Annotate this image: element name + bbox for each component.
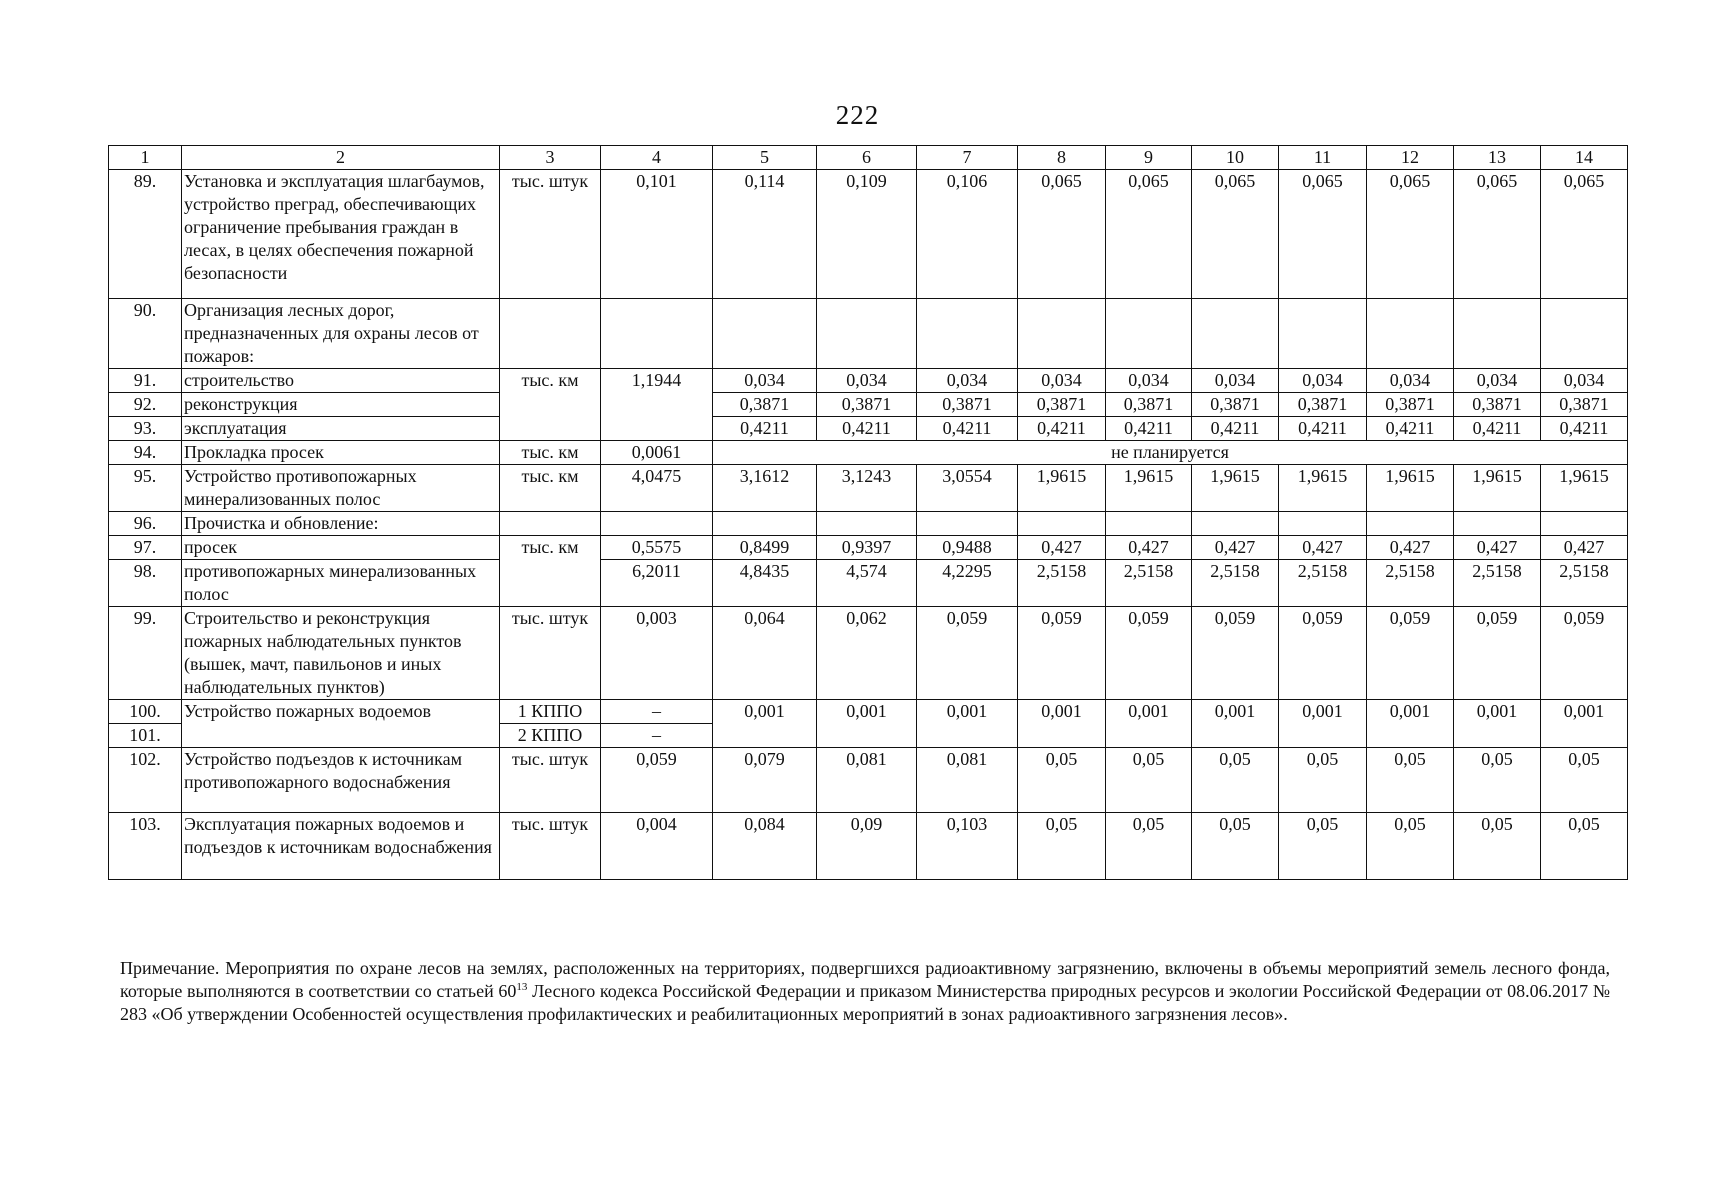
value-col-7: 0,059 [917,607,1018,700]
row-description: Установка и эксплуатация шлагбаумов, устройство преград, обеспечивающих ограничение пребывания граждан в лесах, в целях обеспечения пожарной безопасности [182,170,500,299]
empty-col-9 [1106,512,1192,536]
row-number: 92. [109,393,182,417]
empty-col-3 [500,299,601,369]
value-col-14: 0,427 [1541,536,1628,560]
value-col-12: 0,4211 [1367,417,1454,441]
empty-col-14 [1541,299,1628,369]
value-col-12: 0,427 [1367,536,1454,560]
empty-col-6 [817,299,917,369]
empty-col-4 [601,299,713,369]
value-col-14: 0,034 [1541,369,1628,393]
value-col-10: 0,3871 [1192,393,1279,417]
empty-col-12 [1367,512,1454,536]
empty-col-8 [1018,299,1106,369]
value-col-5: 0,001 [713,700,817,748]
value-col-11: 0,05 [1279,813,1367,880]
row-number: 93. [109,417,182,441]
header-row [109,146,1628,170]
value-col-14: 0,4211 [1541,417,1628,441]
row-description: Строительство и реконструкция пожарных наблюдательных пунктов (вышек, мачт, павильонов и иных наблюдательных пунктов) [182,607,500,700]
value-col-5: 0,084 [713,813,817,880]
forest-protection-table [108,145,1628,880]
row-number: 100. [109,700,182,724]
value-col-7: 4,2295 [917,560,1018,607]
row-unit: тыс. штук [500,170,601,299]
value-col-14: 0,05 [1541,813,1628,880]
empty-col-10 [1192,512,1279,536]
table-row-r97 [109,536,1628,560]
value-col-10: 0,4211 [1192,417,1279,441]
value-col-7: 0,034 [917,369,1018,393]
value-col-14: 2,5158 [1541,560,1628,607]
value-col-7: 0,9488 [917,536,1018,560]
value-col-4: 0,101 [601,170,713,299]
value-col-13: 0,4211 [1454,417,1541,441]
value-col-8: 0,05 [1018,748,1106,813]
value-col-13: 0,427 [1454,536,1541,560]
value-col-9: 0,3871 [1106,393,1192,417]
value-col-13: 0,05 [1454,813,1541,880]
value-col-11: 0,05 [1279,748,1367,813]
row-unit: тыс. км [500,536,601,607]
value-col-5: 0,114 [713,170,817,299]
row-unit: тыс. штук [500,813,601,880]
value-col-5: 0,034 [713,369,817,393]
value-col-14: 0,065 [1541,170,1628,299]
value-col-6: 0,4211 [817,417,917,441]
value-col-10: 0,05 [1192,813,1279,880]
empty-col-10 [1192,299,1279,369]
value-col-5: 4,8435 [713,560,817,607]
value-col-6: 0,034 [817,369,917,393]
row-description: Прокладка просек [182,441,500,465]
empty-col-6 [817,512,917,536]
value-col-13: 1,9615 [1454,465,1541,512]
empty-col-7 [917,512,1018,536]
value-col-9: 0,4211 [1106,417,1192,441]
value-col-7: 0,001 [917,700,1018,748]
table-row-r96 [109,512,1628,536]
row-number: 91. [109,369,182,393]
value-col-12: 1,9615 [1367,465,1454,512]
header-cell-6: 6 [817,146,917,170]
table-row-r102 [109,748,1628,813]
value-col-9: 0,059 [1106,607,1192,700]
value-col-8: 0,4211 [1018,417,1106,441]
value-col-13: 0,05 [1454,748,1541,813]
value-col-11: 0,427 [1279,536,1367,560]
value-col-6: 0,062 [817,607,917,700]
value-col-4: 0,004 [601,813,713,880]
value-col-14: 0,05 [1541,748,1628,813]
value-col-4: 4,0475 [601,465,713,512]
value-col-5: 0,3871 [713,393,817,417]
value-col-6: 0,9397 [817,536,917,560]
value-col-5: 3,1612 [713,465,817,512]
value-col-10: 0,427 [1192,536,1279,560]
value-col-11: 0,034 [1279,369,1367,393]
header-cell-12: 12 [1367,146,1454,170]
value-col-13: 0,065 [1454,170,1541,299]
header-cell-1: 1 [109,146,182,170]
row-description: Организация лесных дорог, предназначенных для охраны лесов от пожаров: [182,299,500,369]
value-col-9: 0,427 [1106,536,1192,560]
value-col-12: 0,034 [1367,369,1454,393]
table-row-r93 [109,417,1628,441]
value-col-10: 0,05 [1192,748,1279,813]
value-col-8: 0,05 [1018,813,1106,880]
value-col-12: 0,001 [1367,700,1454,748]
value-col-7: 0,4211 [917,417,1018,441]
value-col-12: 0,059 [1367,607,1454,700]
footnote-text-2: Лесного кодекса Российской Федерации и приказом Министерства природных ресурсов и экологии Российской Федерации от 08.06.2017 № 283 «Об утверждении Особенностей осуществления профилактических и реабилитационных мероприятий в зонах радиоактивного загрязнения лесов». [120,981,1610,1024]
header-cell-3: 3 [500,146,601,170]
value-col-4: 6,2011 [601,560,713,607]
value-col-12: 2,5158 [1367,560,1454,607]
empty-col-11 [1279,299,1367,369]
row-unit: 1 КППО [500,700,601,724]
header-cell-11: 11 [1279,146,1367,170]
table-row-r92 [109,393,1628,417]
empty-col-13 [1454,512,1541,536]
empty-col-7 [917,299,1018,369]
value-col-14: 0,001 [1541,700,1628,748]
empty-col-3 [500,512,601,536]
row-description: реконструкция [182,393,500,417]
empty-col-9 [1106,299,1192,369]
table-row-r98 [109,560,1628,607]
row-description: противопожарных минерализованных полос [182,560,500,607]
row-description: эксплуатация [182,417,500,441]
value-col-6: 0,001 [817,700,917,748]
value-col-8: 2,5158 [1018,560,1106,607]
row-unit: тыс. штук [500,607,601,700]
header-cell-5: 5 [713,146,817,170]
value-col-12: 0,3871 [1367,393,1454,417]
value-col-4: 0,059 [601,748,713,813]
footnote-superscript: 13 [516,981,528,993]
value-col-6: 0,09 [817,813,917,880]
empty-col-13 [1454,299,1541,369]
row-description: Устройство подъездов к источникам противопожарного водоснабжения [182,748,500,813]
value-col-8: 0,059 [1018,607,1106,700]
value-col-10: 1,9615 [1192,465,1279,512]
value-col-9: 1,9615 [1106,465,1192,512]
value-col-9: 0,05 [1106,813,1192,880]
header-cell-7: 7 [917,146,1018,170]
value-col-5: 0,8499 [713,536,817,560]
row-number: 96. [109,512,182,536]
row-number: 101. [109,724,182,748]
footnote [120,957,1610,1026]
value-col-6: 4,574 [817,560,917,607]
row-number: 90. [109,299,182,369]
value-col-4: 0,0061 [601,441,713,465]
value-col-8: 0,034 [1018,369,1106,393]
table-row-r99 [109,607,1628,700]
header-cell-2: 2 [182,146,500,170]
value-col-8: 0,065 [1018,170,1106,299]
empty-col-11 [1279,512,1367,536]
row-number: 99. [109,607,182,700]
header-cell-14: 14 [1541,146,1628,170]
value-col-11: 0,059 [1279,607,1367,700]
value-col-6: 0,3871 [817,393,917,417]
value-col-14: 0,059 [1541,607,1628,700]
value-col-5: 0,064 [713,607,817,700]
value-col-7: 0,103 [917,813,1018,880]
value-col-11: 0,3871 [1279,393,1367,417]
value-col-11: 2,5158 [1279,560,1367,607]
row-unit: 2 КППО [500,724,601,748]
table-row-r100 [109,700,1628,724]
row-description: строительство [182,369,500,393]
value-col-4: – [601,700,713,724]
empty-col-5 [713,512,817,536]
header-cell-9: 9 [1106,146,1192,170]
empty-col-12 [1367,299,1454,369]
row-unit: тыс. км [500,369,601,441]
value-col-14: 0,3871 [1541,393,1628,417]
value-col-7: 0,3871 [917,393,1018,417]
value-col-9: 0,065 [1106,170,1192,299]
row-description: Эксплуатация пожарных водоемов и подъездов к источникам водоснабжения [182,813,500,880]
empty-col-5 [713,299,817,369]
value-col-11: 1,9615 [1279,465,1367,512]
row-description: Прочистка и обновление: [182,512,500,536]
value-col-12: 0,05 [1367,813,1454,880]
value-col-13: 0,001 [1454,700,1541,748]
table-row-r103 [109,813,1628,880]
value-col-13: 2,5158 [1454,560,1541,607]
row-number: 103. [109,813,182,880]
not-planned-cell: не планируется [713,441,1628,465]
header-cell-4: 4 [601,146,713,170]
value-col-4: 1,1944 [601,369,713,441]
value-col-9: 2,5158 [1106,560,1192,607]
value-col-10: 0,065 [1192,170,1279,299]
table-row-r89 [109,170,1628,299]
value-col-13: 0,034 [1454,369,1541,393]
value-col-10: 0,059 [1192,607,1279,700]
value-col-5: 0,4211 [713,417,817,441]
header-cell-13: 13 [1454,146,1541,170]
table-row-r91 [109,369,1628,393]
value-col-8: 1,9615 [1018,465,1106,512]
value-col-11: 0,4211 [1279,417,1367,441]
page-number: 222 [835,100,880,130]
table-row-r95 [109,465,1628,512]
value-col-14: 1,9615 [1541,465,1628,512]
value-col-7: 0,081 [917,748,1018,813]
value-col-12: 0,05 [1367,748,1454,813]
value-col-8: 0,427 [1018,536,1106,560]
row-description: просек [182,536,500,560]
value-col-9: 0,05 [1106,748,1192,813]
value-col-9: 0,001 [1106,700,1192,748]
value-col-5: 0,079 [713,748,817,813]
row-description: Устройство противопожарных минерализованных полос [182,465,500,512]
empty-col-14 [1541,512,1628,536]
row-unit: тыс. км [500,465,601,512]
value-col-10: 0,034 [1192,369,1279,393]
value-col-4: 0,003 [601,607,713,700]
table-row-r90 [109,299,1628,369]
row-unit: тыс. штук [500,748,601,813]
value-col-10: 0,001 [1192,700,1279,748]
table-row-r94 [109,441,1628,465]
value-col-11: 0,065 [1279,170,1367,299]
value-col-6: 0,109 [817,170,917,299]
value-col-9: 0,034 [1106,369,1192,393]
value-col-7: 3,0554 [917,465,1018,512]
header-cell-8: 8 [1018,146,1106,170]
value-col-8: 0,3871 [1018,393,1106,417]
value-col-7: 0,106 [917,170,1018,299]
value-col-6: 0,081 [817,748,917,813]
value-col-8: 0,001 [1018,700,1106,748]
empty-col-4 [601,512,713,536]
row-description: Устройство пожарных водоемов [182,700,500,748]
value-col-6: 3,1243 [817,465,917,512]
header-cell-10: 10 [1192,146,1279,170]
value-col-4: 0,5575 [601,536,713,560]
value-col-10: 2,5158 [1192,560,1279,607]
footnote-text-1: Примечание. Мероприятия по охране лесов на землях, расположенных на территориях, подвергшихся радиоактивному загрязнению, включены в объемы мероприятий земель лесного фонда, которые выполняются в соответствии со статьей 60 [120,958,1610,1001]
row-unit: тыс. км [500,441,601,465]
value-col-13: 0,059 [1454,607,1541,700]
row-number: 98. [109,560,182,607]
empty-col-8 [1018,512,1106,536]
row-number: 102. [109,748,182,813]
value-col-13: 0,3871 [1454,393,1541,417]
row-number: 95. [109,465,182,512]
value-col-11: 0,001 [1279,700,1367,748]
row-number: 89. [109,170,182,299]
value-col-12: 0,065 [1367,170,1454,299]
value-col-4: – [601,724,713,748]
row-number: 97. [109,536,182,560]
row-number: 94. [109,441,182,465]
